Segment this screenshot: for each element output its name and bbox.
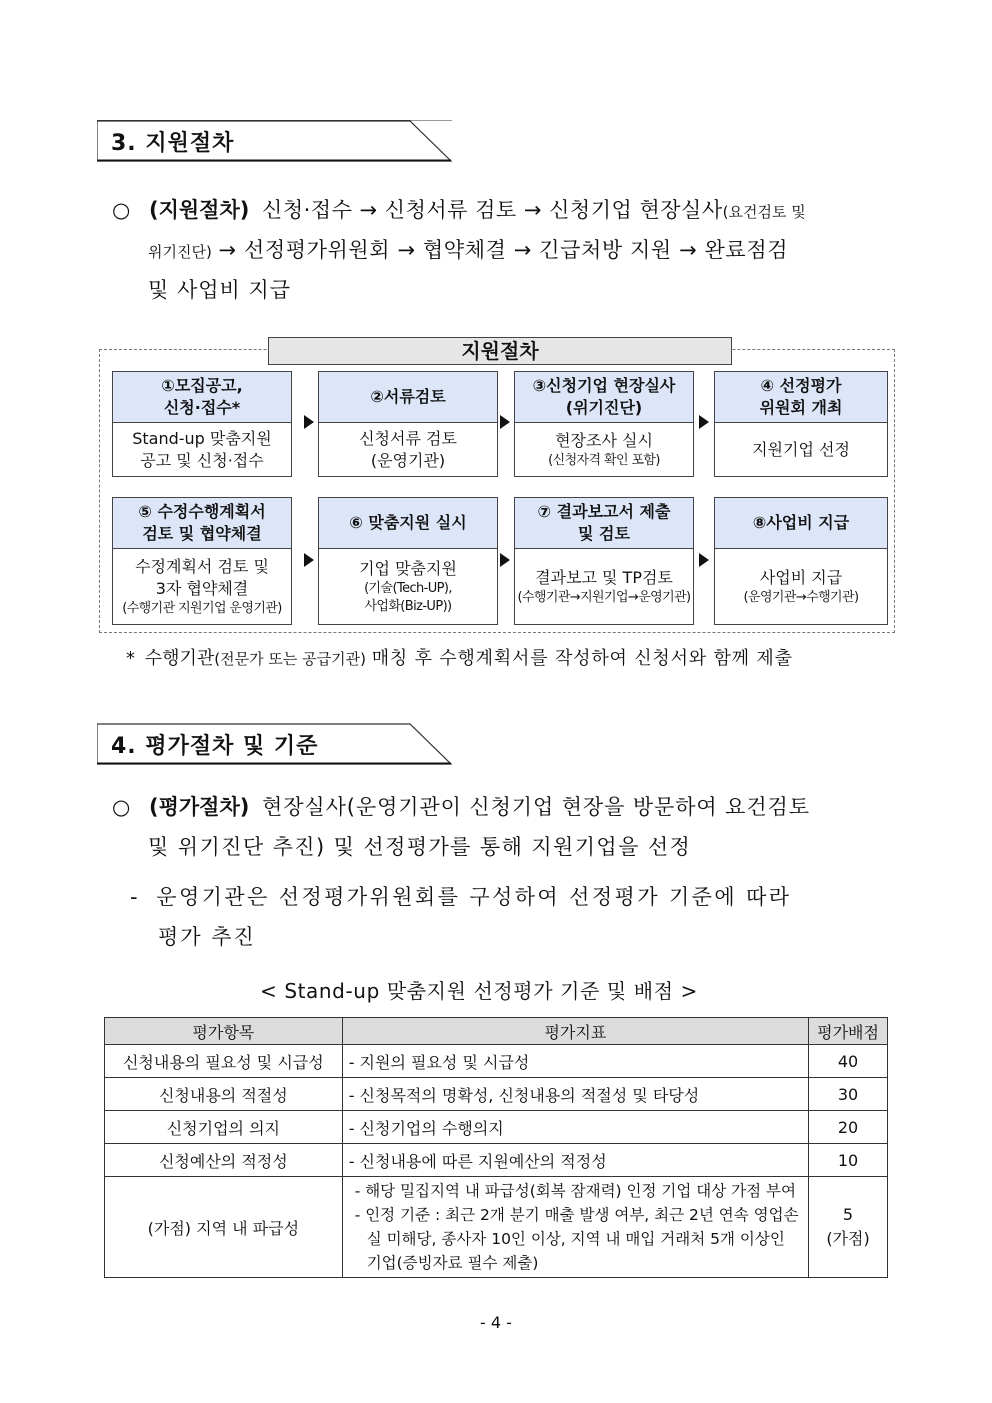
- step-1-box: [112, 371, 292, 477]
- arrow-right-icon: [304, 415, 314, 429]
- step-1-body: Stand-up 맞춤지원 공고 및 신청·접수: [132, 428, 272, 470]
- table-row: [105, 1144, 888, 1177]
- table-cell-indicator: - 지원의 필요성 및 시급성: [342, 1045, 808, 1078]
- para-text: 및 사업비 지급: [148, 278, 292, 302]
- step-3-box: [514, 371, 694, 477]
- step-1-header: ①모집공고, 신청·접수*: [113, 372, 291, 423]
- para-text: 및 위기진단 추진) 및 선정평가를 통해 지원기업을 선정: [148, 835, 692, 859]
- step-4-box: [714, 371, 888, 477]
- table-cell-score: 10: [809, 1144, 888, 1177]
- para-small-text: 위기진단): [148, 243, 212, 261]
- section-4-para-line2: [148, 832, 691, 862]
- diagram-footnote: * 수행기관(전문가 또는 공급기관) 매칭 후 수행계획서를 작성하여 신청서와 함께 제출: [126, 648, 793, 669]
- section-4-heading: [97, 723, 452, 765]
- table-row: [105, 1111, 888, 1144]
- sub-text: 평가 추진: [158, 925, 256, 949]
- arrow-right-icon: [500, 553, 510, 567]
- para-text: → 선정평가위원회 → 협약체결 → 긴급처방 지원 → 완료점검: [218, 238, 789, 262]
- step-4-body: 지원기업 선정: [752, 439, 850, 459]
- step-8-box: [714, 497, 888, 625]
- table-row-bonus: [105, 1177, 888, 1278]
- table-row: [105, 1078, 888, 1111]
- sub-text: 운영기관은 선정평가위원회를 구성하여 선정평가 기준에 따라: [156, 885, 792, 909]
- para-text: 현장실사(운영기관이 신청기업 현장을 방문하여 요건검토: [262, 795, 810, 819]
- step-7-header: ⑦ 결과보고서 제출 및 검토: [515, 498, 693, 549]
- page-number: - 4 -: [480, 1313, 512, 1332]
- table-cell-indicator: - 신청목적의 명확성, 신청내용의 적절성 및 타당성: [342, 1078, 808, 1111]
- step-5-box: [112, 497, 292, 625]
- step-7-box: [514, 497, 694, 625]
- table-cell-item: (가점) 지역 내 파급성: [105, 1177, 343, 1278]
- step-7-body: 결과보고 및 TP검토 (수행기관→지원기업→운영기관): [517, 567, 691, 605]
- table-cell-score: 5 (가점): [809, 1177, 888, 1278]
- step-8-header: ⑧사업비 지급: [715, 498, 887, 549]
- step-5-body: 수정계획서 검토 및 3자 협약체결 (수행기관 지원기업 운영기관): [122, 556, 282, 616]
- section-3-para-line3: [148, 275, 291, 305]
- step-3-body: 현장조사 실시 (신청자격 확인 포함): [548, 430, 660, 468]
- evaluation-table: [104, 1017, 888, 1278]
- arrow-right-icon: [699, 415, 709, 429]
- section-4-sub-line1: [130, 882, 791, 912]
- table-row: [105, 1045, 888, 1078]
- bullet-circle: ○: [112, 795, 131, 819]
- para-label: (평가절차): [149, 795, 250, 819]
- arrow-right-icon: [699, 553, 709, 567]
- arrow-right-icon: [500, 415, 510, 429]
- table-header-row: [105, 1018, 888, 1045]
- section-3-title: 3. 지원절차: [111, 131, 235, 156]
- step-6-body: 기업 맞춤지원 (기술(Tech-UP), 사업화(Biz-UP)): [359, 558, 457, 614]
- step-8-body: 사업비 지급 (운영기관→수행기관): [743, 567, 859, 605]
- table-cell-item: 신청내용의 적절성: [105, 1078, 343, 1111]
- table-cell-indicator: - 신청기업의 수행의지: [342, 1111, 808, 1144]
- table-cell-score: 40: [809, 1045, 888, 1078]
- section-4-sub-line2: [158, 922, 256, 952]
- arrow-right-icon: [304, 553, 314, 567]
- step-2-body: 신청서류 검토 (운영기관): [359, 428, 457, 470]
- section-3-heading: [97, 120, 452, 162]
- table-cell-item: 신청예산의 적정성: [105, 1144, 343, 1177]
- section-4-title: 4. 평가절차 및 기준: [111, 734, 319, 759]
- step-3-header: ③신청기업 현장실사 (위기진단): [515, 372, 693, 423]
- step-6-header: ⑥ 맞춤지원 실시: [319, 498, 497, 549]
- section-4-para-line1: [112, 792, 810, 822]
- step-6-box: [318, 497, 498, 625]
- dash-mark: -: [130, 885, 138, 909]
- table-cell-score: 30: [809, 1078, 888, 1111]
- para-text: 신청·접수 → 신청서류 검토 → 신청기업 현장실사: [262, 198, 723, 222]
- table-cell-score: 20: [809, 1111, 888, 1144]
- table-cell-item: 신청기업의 의지: [105, 1111, 343, 1144]
- step-2-box: [318, 371, 498, 477]
- table-header: 평가배점: [809, 1018, 888, 1045]
- table-cell-item: 신청내용의 필요성 및 시급성: [105, 1045, 343, 1078]
- diagram-title: 지원절차: [268, 337, 732, 365]
- para-small-text: (요건검토 및: [722, 203, 806, 221]
- para-label: (지원절차): [149, 198, 250, 222]
- section-3-para-line2: [148, 235, 788, 267]
- table-cell-indicator: - 해당 밀집지역 내 파급성(회복 잠재력) 인정 기업 대상 가점 부여 - 인정 기준 : 최근 2개 분기 매출 발생 여부, 최근 2년 연속 영업손실 미해당, 종사자 10인 이상, 지역 내 매입 거래처 5개 이상인 기업(증빙자료 필수 제출): [342, 1177, 808, 1278]
- section-3-para-line1: [112, 195, 806, 227]
- table-cell-indicator: - 신청내용에 따른 지원예산의 적정성: [342, 1144, 808, 1177]
- bullet-circle: ○: [112, 198, 131, 222]
- table-header: 평가항목: [105, 1018, 343, 1045]
- step-5-header: ⑤ 수정수행계획서 검토 및 협약체결: [113, 498, 291, 549]
- step-2-header: ②서류검토: [319, 372, 497, 423]
- step-4-header: ④ 선정평가 위원회 개최: [715, 372, 887, 423]
- table-caption: < Stand-up 맞춤지원 선정평가 기준 및 배점 >: [260, 979, 698, 1003]
- table-header: 평가지표: [342, 1018, 808, 1045]
